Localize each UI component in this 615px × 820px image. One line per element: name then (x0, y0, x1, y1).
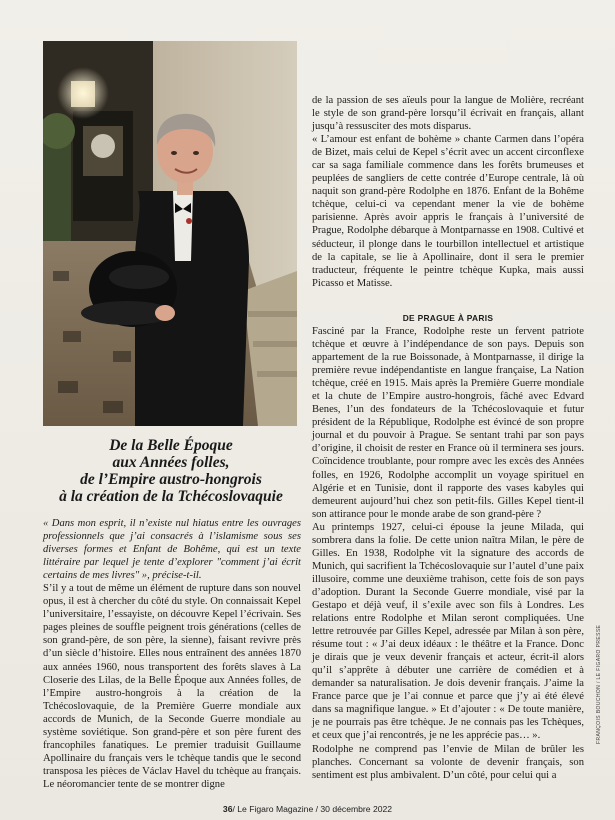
article-paragraph: Fasciné par la France, Rodolphe reste un fervent patriote tchèque et œuvre à l’indépendance de son pays. Depuis son appartement de la rue Boissonade, à Montparnasse, il dirige la première revue indépendantiste en langue française, La Nation tchèque, créé en 1915. Mais après la Première Guerre mondiale et la chute de l’Empire austro-hongrois, fâché avec Edvard Benes, l’un des fondateurs de la Tchécoslovaquie et futur président de la République, Rodolphe est évincé de son propre journal et du pouvoir à Prague. Se sentant trahi par son pays d’origine, il choisit de rester en France où il terminera ses jours. Coïncidence troublante, pour rompre avec les excès des Années folles, en 1926, Rodolphe accomplit un voyage spirituel en Algérie et en Tunisie, dont il rapporte des vases kabyles qui demeurent aujourd’hui chez son petit-fils. Gilles Kepel tient-il son attirance pour le monde arabe de son grand-père ? (312, 326, 584, 520)
article-column-right-bottom (312, 325, 584, 782)
photo-caption-headline (43, 437, 299, 505)
article-column-right-top (312, 94, 584, 290)
photo-credit: FRANÇOIS BOUCHON / LE FIGARO PRESSE (596, 624, 602, 744)
page-number: 36 (222, 804, 233, 814)
article-paragraph: de la passion de ses aïeuls pour la langue de Molière, recréant le style de son grand-père lorsqu’il écrivait en français, allant jusqu’à ressusciter des mots disparus. (312, 95, 584, 133)
caption-line: aux Années folles, (112, 454, 230, 471)
issue-date: / 30 décembre 2022 (315, 804, 393, 814)
footer-separator: / (232, 804, 235, 814)
portrait-photo (43, 41, 297, 426)
page-footer (0, 804, 615, 814)
article-paragraph: Au printemps 1927, celui-ci épouse la jeune Milada, qui sombrera dans la folie. De cette union naîtra Milan, le père de Gilles. En 1938, Rodolphe vit la signature des accords de Munich, qui sacrifient la Tchécoslovaquie sur l’autel d’une paix illusoire, comme une deuxième trahison, cette fois de son pays d’adoption. Durant la Seconde Guerre mondiale, visé par la Gestapo et déjà veuf, il s’exile avec son fils à Londres. Les relations entre Rodolphe et Milan seront compliquées. Une lettre retrouvée par Gilles Kepel, adressée par Milan à son père, résume tout : « J’ai deux idéaux : le théâtre et la France. Donc je dirais que je veux devenir français et acteur, écrit-il alors qu’il s’apprête à débuter une carrière de comédien et à demander sa naturalisation. Je dois devenir français. J’aime la France parce que je l’ai connue et parce que j’y ai été élevé dans sa magnifique langue. » Et d’ajouter : « De toute manière, je ne pourrais pas être tchèque. Je ne connais pas les Tchèques, et ceux que j’ai rencontrés, je ne les apprécie pas… ». (312, 521, 584, 742)
caption-line: de l’Empire austro-hongrois (80, 471, 262, 488)
article-paragraph: « L’amour est enfant de bohème » chante Carmen dans l’opéra de Bizet, mais celui de Kepel s’écrit avec un accent circonflexe car sa saga familiale commence dans les forêts brumeuses et peuplées de sangliers de cette contrée d’Europe centrale, là où naquit son grand-père Rodolphe en 1876. Enfant de la Bohême tchèque, celui-ci va cependant mener la vie de bohème parisienne. Après avoir appris le français à l’université de Prague, Rodolphe débarque à Montparnasse en 1908. Cultivé et séducteur, il plonge dans le tourbillon intellectuel et artistique de la capitale, se lie à Apollinaire, dont il sera le premier traducteur, fréquente le peintre tchèque Kupka, mais aussi Picasso et Matisse. (312, 134, 584, 289)
article-paragraph: « Dans mon esprit, il n’existe nul hiatus entre les ouvrages professionnels que j’ai consacrés à l’islamisme sous ses diverses formes et Enfant de Bohême, qui est un texte littéraire par lequel je tente d’explorer "comment j’ai écrit certains de mes livres" », précise-t-il. (43, 518, 301, 582)
caption-line: à la création de la Tchécoslovaquie (59, 488, 283, 505)
caption-line: De la Belle Époque (109, 437, 233, 454)
article-paragraph: Rodolphe ne comprend pas l’envie de Milan de brûler les planches. Concernant sa volonte de devenir français, son sentiment est plus ambivalent. D’un côté, pour celui qui a (312, 743, 584, 781)
article-paragraph: S’il y a tout de même un élément de rupture dans son nouvel opus, il est à chercher du côté du style. On connaissait Kepel l’universitaire, l’essayiste, on découvre Kepel l’écrivain. Ses pages pleines de souffle peignent trois générations (celles de son grand-père, de son père, la sienne), faisant revivre près d’un siècle d’histoire. Elles nous entraînent des années 1870 aux années 1960, nous transportent des forêts slaves à La Closerie des Lilas, de la Belle Époque aux Années folles, de l’Empire austro-hongrois à la création de la Tchécoslovaquie, de la Première Guerre mondiale aux accords de Munich, de la Seconde Guerre mondiale au système soviétique. Son grand-père et son père furent des francophiles fanatiques. Le premier traduisit Guillaume Apollinaire du français vers le tchèque tandis que le second transposa les pièces de Václav Havel du tchèque au français. Le néoromancier tente de se montrer digne (43, 583, 301, 790)
publication-name: Le Figaro Magazine (237, 804, 314, 814)
article-column-left (43, 517, 301, 791)
section-subheading: DE PRAGUE À PARIS (402, 313, 494, 323)
